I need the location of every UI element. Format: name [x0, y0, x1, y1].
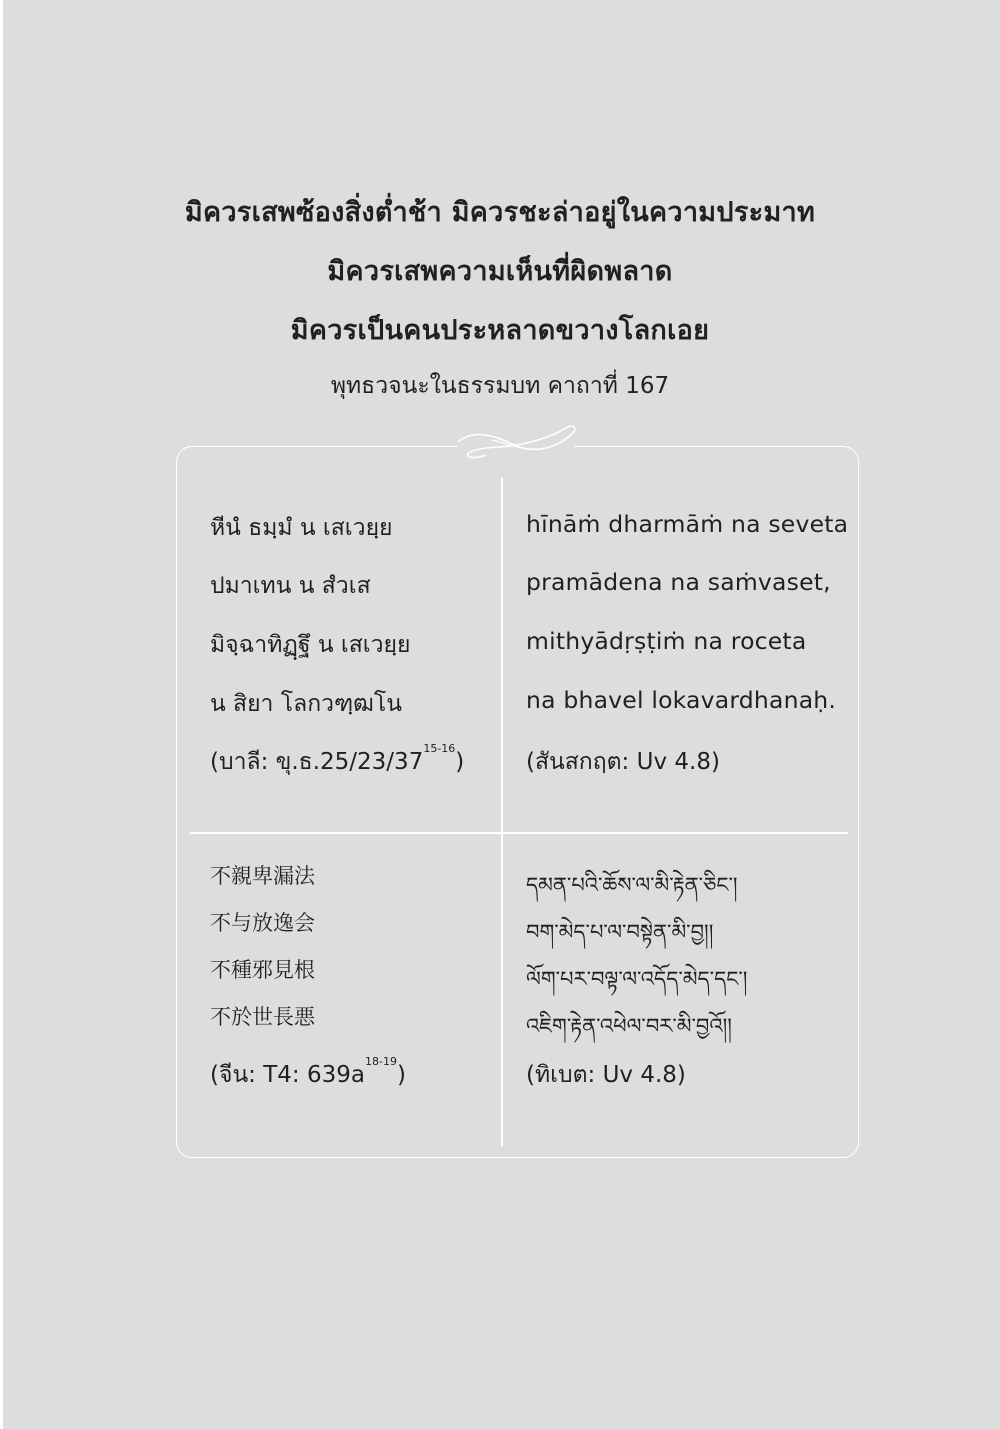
tibetan-line: བག་མེད་པ་ལ་བསྟེན་མི་བྱ།། [526, 920, 714, 944]
chinese-line: 不於世長悪 [210, 1005, 315, 1029]
title-line-1: มิควรเสพซ้องสิ่งต่ำช้า มิควรชะล่าอยู่ในความประมาท [184, 197, 816, 228]
tibetan-citation: (ทิเบต: Uv 4.8) [526, 1062, 686, 1088]
tibetan-line: ལོག་པར་བལྟ་ལ་འདོད་མེད་དང་། [526, 967, 748, 991]
title-line-2: มิควรเสพความเห็นที่ผิดพลาด [327, 256, 673, 287]
chinese-citation-text: (จีน: T4: 639a [210, 1062, 365, 1088]
title-line-3: มิควรเป็นคนประหลาดขวางโลกเอย [290, 315, 710, 346]
pali-citation [210, 744, 464, 780]
sanskrit-line: pramādena na saṁvaset, [526, 568, 831, 596]
sanskrit-line: mithyādṛṣṭiṁ na roceta [526, 627, 807, 655]
chinese-citation [210, 1057, 406, 1093]
chinese-line: 不種邪見根 [210, 958, 315, 982]
chinese-citation-superscript: 18-19 [364, 1055, 397, 1068]
flourish-ornament-icon [452, 420, 582, 470]
tibetan-line: དམན་པའི་ཆོས་ལ་མི་རྟེན་ཅིང་། [526, 873, 738, 897]
sanskrit-citation: (สันสกฤต: Uv 4.8) [526, 749, 720, 775]
chinese-line: 不与放逸会 [210, 911, 315, 935]
pali-line: น สิยา โลกวฑฺฒโน [210, 691, 403, 717]
chinese-citation-close: ) [396, 1062, 406, 1088]
pali-line: ปมาเทน น สํวเส [210, 573, 371, 599]
sanskrit-line: hīnāṁ dharmāṁ na seveta [526, 510, 849, 538]
pali-citation-text: (บาลี: ขุ.ธ.25/23/37 [210, 749, 424, 775]
pali-citation-close: ) [455, 749, 465, 775]
chinese-line: 不親卑漏法 [210, 864, 315, 888]
pali-citation-superscript: 15-16 [423, 742, 456, 755]
column-divider [501, 478, 503, 1146]
source-citation: พุทธวจนะในธรรมบท คาถาที่ 167 [330, 373, 670, 399]
row-divider [190, 832, 848, 834]
pali-line: หีนํ ธมฺมํ น เสเวยฺย [210, 515, 393, 541]
pali-line: มิจฺฉาทิฏฺฐึ น เสเวยฺย [210, 632, 411, 658]
tibetan-line: འཇིག་རྟེན་འཕེལ་བར་མི་བྱའོ།། [526, 1014, 732, 1038]
sanskrit-line: na bhavel lokavardhanaḥ. [526, 686, 837, 714]
verse-table-frame [176, 446, 859, 1158]
